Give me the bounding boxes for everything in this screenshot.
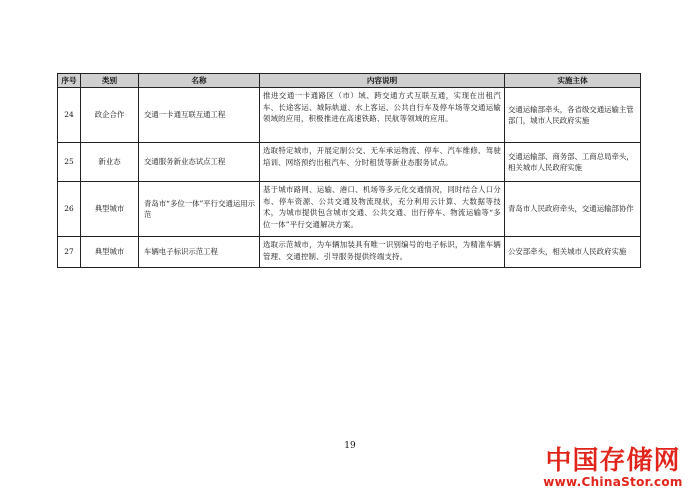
- header-content: 内容说明: [260, 74, 505, 88]
- row-name: 交通一卡通互联互通工程: [139, 88, 260, 143]
- row-number: 24: [58, 88, 81, 143]
- row-number: 26: [58, 182, 81, 237]
- row-content: 选取示范城市，为车辆加装具有唯一识别编号的电子标识，为精准车辆管理、交通控制、引导服务提供终端支持。: [260, 237, 505, 268]
- row-category: 新业态: [81, 143, 139, 182]
- row-owner: 公安部牵头，相关城市人民政府实施: [505, 237, 641, 268]
- header-num: 序号: [58, 74, 81, 88]
- row-content: 选取特定城市，开展定制公交、无车承运物流、停车、汽车维修、驾驶培训、网络预约出租汽车、分时租赁等新业态服务试点。: [260, 143, 505, 182]
- policy-table: [57, 73, 641, 268]
- row-content: 推进交通一卡通路区（市）域、跨交通方式互联互通，实现在出租汽车、长途客运、城际轨道、水上客运、公共自行车及停车场等交通运输领域的应用，积极推进在高速铁路、民航等领域的应用。: [260, 88, 505, 143]
- table-row: [58, 237, 641, 268]
- table-header-row: [58, 74, 641, 88]
- row-name: 车辆电子标识示范工程: [139, 237, 260, 268]
- table-row: [58, 143, 641, 182]
- row-content: 基于城市路网、运输、港口、机场等多元化交通情况，同时结合人口分布、停车资源、公共交通及物流现状，充分利用云计算、大数据等技术，为城市提供包含城市交通、公共交通、出行停车、物流运输等“多位一体”平行交通解决方案。: [260, 182, 505, 237]
- row-name: 青岛市“多位一体”平行交通运用示范: [139, 182, 260, 237]
- row-name: 交通服务新业态试点工程: [139, 143, 260, 182]
- table-row: [58, 88, 641, 143]
- row-category: 典型城市: [81, 182, 139, 237]
- row-category: 典型城市: [81, 237, 139, 268]
- row-category: 政企合作: [81, 88, 139, 143]
- row-owner: 青岛市人民政府牵头，交通运输部协作: [505, 182, 641, 237]
- watermark-url: www.ChinaStor.com: [543, 475, 683, 489]
- header-name: 名称: [139, 74, 260, 88]
- header-category: 类别: [81, 74, 139, 88]
- row-owner: 交通运输部牵头，各省级交通运输主管部门，城市人民政府实施: [505, 88, 641, 143]
- row-owner: 交通运输部、商务部、工商总局牵头，相关城市人民政府实施: [505, 143, 641, 182]
- watermark-text: 中国存储网: [545, 446, 681, 476]
- row-number: 25: [58, 143, 81, 182]
- table-row: [58, 182, 641, 237]
- watermark-logo: [538, 446, 688, 489]
- row-number: 27: [58, 237, 81, 268]
- page-number: 19: [344, 441, 356, 451]
- header-owner: 实施主体: [505, 74, 641, 88]
